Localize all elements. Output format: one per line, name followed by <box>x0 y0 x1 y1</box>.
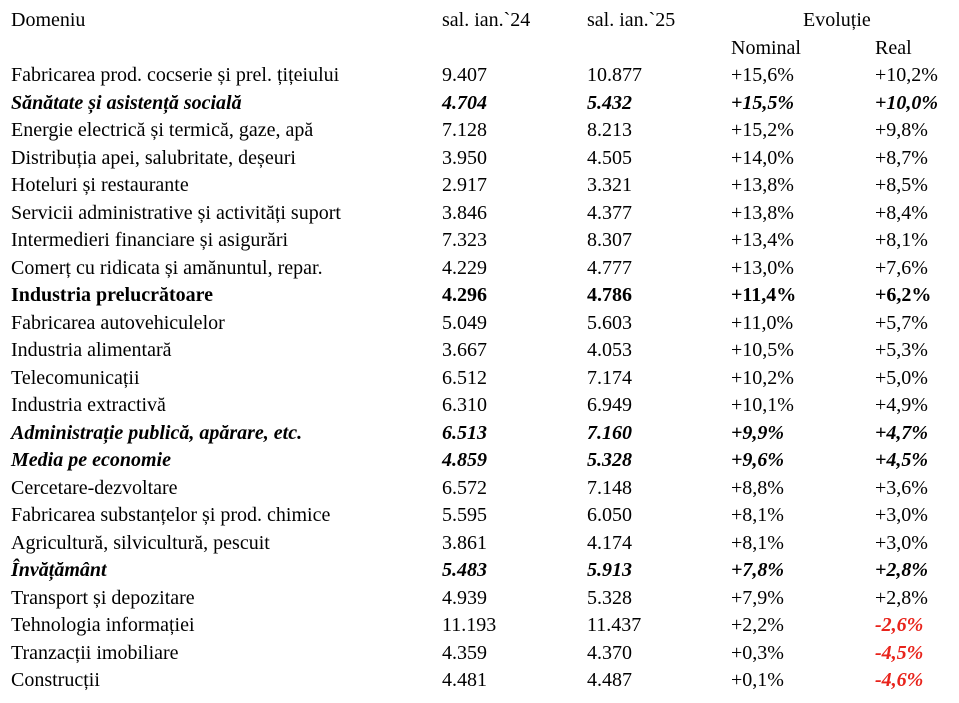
row-nominal-change: +15,5% <box>731 91 795 114</box>
row-real-change: +2,8% <box>875 559 929 581</box>
table-row <box>0 393 959 420</box>
row-domain: Fabricarea substanțelor și prod. chimice <box>11 504 331 526</box>
row-salary-jan-24: 4.481 <box>442 669 487 691</box>
table-row <box>0 63 959 90</box>
table-row <box>0 228 959 255</box>
row-real-change: +3,0% <box>875 531 928 554</box>
table-row <box>0 338 959 365</box>
table-row <box>0 366 959 393</box>
row-salary-jan-25: 4.487 <box>587 669 632 691</box>
row-real-change: +4,7% <box>875 421 929 444</box>
row-nominal-change: +10,2% <box>731 366 794 389</box>
row-real-change: -2,6% <box>875 614 924 636</box>
row-domain: Industria alimentară <box>11 339 172 361</box>
row-salary-jan-25: 7.160 <box>587 421 632 444</box>
row-nominal-change: +13,8% <box>731 174 794 196</box>
table-row <box>0 256 959 283</box>
row-salary-jan-25: 10.877 <box>587 64 642 86</box>
row-salary-jan-25: 6.949 <box>587 394 632 416</box>
row-nominal-change: +9,6% <box>731 449 785 471</box>
row-nominal-change: +8,1% <box>731 504 784 526</box>
row-salary-jan-25: 4.377 <box>587 201 632 224</box>
row-salary-jan-24: 7.323 <box>442 229 487 251</box>
row-salary-jan-25: 5.432 <box>587 91 632 114</box>
row-real-change: +8,5% <box>875 174 928 196</box>
row-nominal-change: +7,8% <box>731 559 785 581</box>
header-salary-jan-25: sal. ian.`25 <box>587 9 676 31</box>
row-domain: Tehnologia informației <box>11 614 195 636</box>
row-domain: Intermedieri financiare și asigurări <box>11 229 289 251</box>
row-salary-jan-24: 4.859 <box>442 449 487 471</box>
row-nominal-change: +14,0% <box>731 146 794 169</box>
row-domain: Învățământ <box>11 559 107 581</box>
row-domain: Fabricarea prod. cocserie și prel. țițeiului <box>11 64 340 86</box>
row-nominal-change: +0,1% <box>731 669 784 691</box>
row-real-change: +6,2% <box>875 284 932 306</box>
table-row <box>0 586 959 613</box>
row-nominal-change: +10,5% <box>731 339 794 361</box>
row-salary-jan-25: 4.370 <box>587 641 632 664</box>
row-nominal-change: +11,4% <box>731 284 797 306</box>
row-real-change: +5,0% <box>875 366 928 389</box>
row-salary-jan-24: 4.359 <box>442 641 487 664</box>
row-nominal-change: +15,2% <box>731 119 794 141</box>
row-nominal-change: +8,8% <box>731 476 784 499</box>
row-domain: Sănătate și asistență socială <box>11 91 242 114</box>
row-salary-jan-25: 7.174 <box>587 366 632 389</box>
row-real-change: +9,8% <box>875 119 928 141</box>
row-salary-jan-25: 4.053 <box>587 339 632 361</box>
row-salary-jan-24: 4.704 <box>442 91 487 114</box>
row-domain: Transport și depozitare <box>11 586 195 609</box>
row-salary-jan-24: 4.939 <box>442 586 487 609</box>
row-salary-jan-25: 11.437 <box>587 614 642 636</box>
row-nominal-change: +10,1% <box>731 394 794 416</box>
row-salary-jan-25: 5.328 <box>587 449 632 471</box>
row-salary-jan-24: 3.667 <box>442 339 487 361</box>
header-salary-jan-24: sal. ian.`24 <box>442 9 531 31</box>
row-domain: Hoteluri și restaurante <box>11 174 189 196</box>
row-salary-jan-25: 4.777 <box>587 256 632 279</box>
row-real-change: +8,4% <box>875 201 928 224</box>
row-domain: Media pe economie <box>11 449 171 471</box>
row-salary-jan-24: 4.296 <box>442 284 487 306</box>
row-salary-jan-25: 5.328 <box>587 586 632 609</box>
row-salary-jan-24: 2.917 <box>442 174 487 196</box>
row-salary-jan-24: 3.846 <box>442 201 487 224</box>
row-salary-jan-25: 8.307 <box>587 229 632 251</box>
row-salary-jan-24: 11.193 <box>442 614 497 636</box>
row-real-change: +3,6% <box>875 476 928 499</box>
row-nominal-change: +13,8% <box>731 201 794 224</box>
row-salary-jan-24: 5.483 <box>442 559 487 581</box>
table-row <box>0 283 959 310</box>
row-real-change: +7,6% <box>875 256 928 279</box>
row-nominal-change: +13,4% <box>731 229 794 251</box>
table-row <box>0 558 959 585</box>
row-salary-jan-25: 8.213 <box>587 119 632 141</box>
table-row <box>0 311 959 338</box>
row-real-change: +8,1% <box>875 229 928 251</box>
row-salary-jan-25: 7.148 <box>587 476 632 499</box>
row-salary-jan-24: 3.950 <box>442 146 487 169</box>
row-salary-jan-24: 3.861 <box>442 531 487 554</box>
row-domain: Tranzacții imobiliare <box>11 641 179 664</box>
row-real-change: +8,7% <box>875 146 928 169</box>
row-nominal-change: +9,9% <box>731 421 785 444</box>
row-domain: Energie electrică și termică, gaze, apă <box>11 119 314 141</box>
header-real: Real <box>875 37 912 59</box>
row-domain: Agricultură, silvicultură, pescuit <box>11 531 270 554</box>
row-salary-jan-24: 9.407 <box>442 64 487 86</box>
table-row <box>0 668 959 695</box>
table-row <box>0 613 959 640</box>
table-row <box>0 118 959 145</box>
row-nominal-change: +13,0% <box>731 256 794 279</box>
row-domain: Servicii administrative și activități suport <box>11 201 341 224</box>
row-salary-jan-24: 6.310 <box>442 394 487 416</box>
table-row <box>0 91 959 118</box>
row-nominal-change: +8,1% <box>731 531 784 554</box>
row-salary-jan-25: 4.786 <box>587 284 632 306</box>
row-real-change: +5,3% <box>875 339 928 361</box>
row-salary-jan-24: 6.572 <box>442 476 487 499</box>
row-nominal-change: +2,2% <box>731 614 784 636</box>
table-row <box>0 146 959 173</box>
row-salary-jan-25: 6.050 <box>587 504 632 526</box>
row-nominal-change: +0,3% <box>731 641 784 664</box>
table-row <box>0 201 959 228</box>
row-salary-jan-24: 6.512 <box>442 366 487 389</box>
row-salary-jan-25: 3.321 <box>587 174 632 196</box>
row-salary-jan-24: 5.049 <box>442 311 487 334</box>
table-row <box>0 421 959 448</box>
row-domain: Comerț cu ridicata și amănuntul, repar. <box>11 256 323 279</box>
row-domain: Construcții <box>11 669 100 691</box>
row-nominal-change: +11,0% <box>731 311 794 334</box>
row-real-change: +5,7% <box>875 311 928 334</box>
row-real-change: +3,0% <box>875 504 928 526</box>
header-evolution: Evoluție <box>803 9 871 31</box>
row-real-change: +10,2% <box>875 64 938 86</box>
row-nominal-change: +15,6% <box>731 64 794 86</box>
row-salary-jan-25: 4.174 <box>587 531 632 554</box>
row-salary-jan-24: 7.128 <box>442 119 487 141</box>
row-nominal-change: +7,9% <box>731 586 784 609</box>
row-domain: Administrație publică, apărare, etc. <box>11 421 303 444</box>
row-salary-jan-24: 4.229 <box>442 256 487 279</box>
row-real-change: -4,5% <box>875 641 924 664</box>
table-row <box>0 448 959 475</box>
table-row <box>0 531 959 558</box>
row-domain: Distribuția apei, salubritate, deșeuri <box>11 146 296 169</box>
row-domain: Fabricarea autovehiculelor <box>11 311 225 334</box>
header-nominal: Nominal <box>731 37 801 59</box>
row-salary-jan-25: 5.913 <box>587 559 632 581</box>
table-row <box>0 641 959 668</box>
table-row <box>0 503 959 530</box>
row-domain: Industria prelucrătoare <box>11 284 214 306</box>
row-salary-jan-25: 5.603 <box>587 311 632 334</box>
row-domain: Cercetare-dezvoltare <box>11 476 178 499</box>
table-row <box>0 476 959 503</box>
row-real-change: +2,8% <box>875 586 928 609</box>
row-real-change: +10,0% <box>875 91 939 114</box>
header-domain: Domeniu <box>11 9 86 31</box>
row-domain: Industria extractivă <box>11 394 166 416</box>
row-salary-jan-24: 6.513 <box>442 421 487 444</box>
row-salary-jan-24: 5.595 <box>442 504 487 526</box>
row-real-change: +4,9% <box>875 394 928 416</box>
row-domain: Telecomunicații <box>11 366 140 389</box>
row-real-change: +4,5% <box>875 449 929 471</box>
table-row <box>0 173 959 200</box>
row-real-change: -4,6% <box>875 669 924 691</box>
row-salary-jan-25: 4.505 <box>587 146 632 169</box>
